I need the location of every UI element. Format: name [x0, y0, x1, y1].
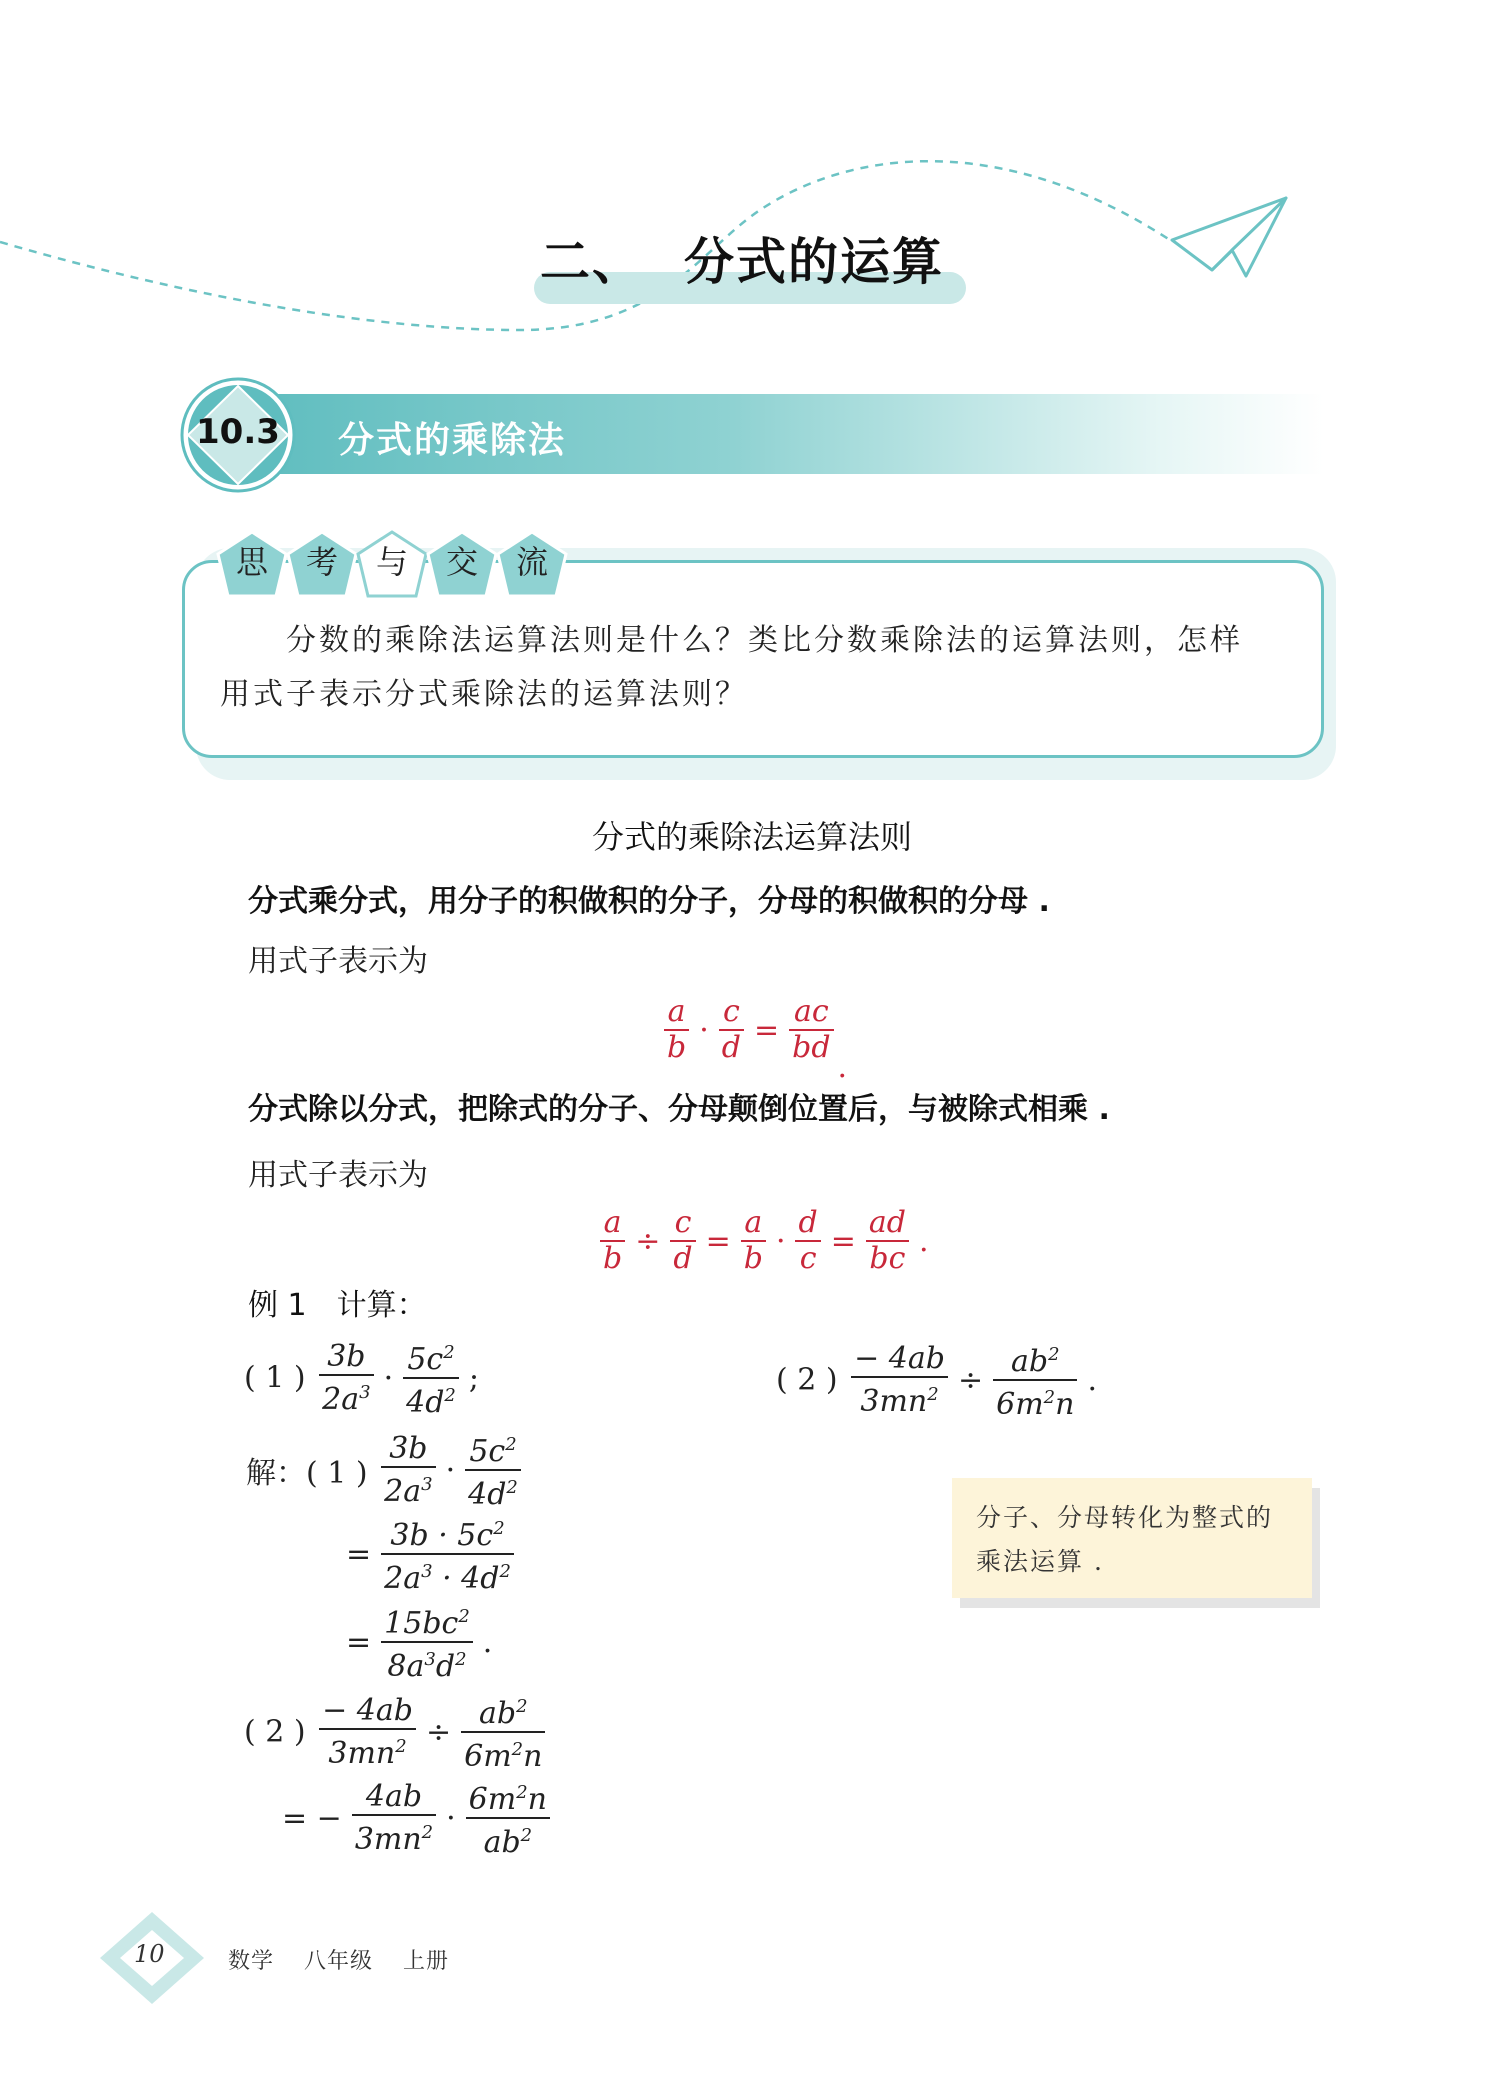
footer-book-info — [228, 1944, 471, 1975]
chapter-title: 二、 分式的运算 — [540, 233, 944, 291]
side-note-line-1: 分子、分母转化为整式的 — [976, 1503, 1274, 1532]
page-number: 10 — [134, 1940, 165, 1968]
footer-subject: 数学 — [228, 1949, 275, 1974]
think-tab-4: 交 — [445, 543, 478, 581]
part-1-label: ( 1 ) — [244, 1360, 306, 1396]
solution-1-line-2: = $\frac{3b \cdot 5c^2}{2a^3 \cdot 4d^2}$ — [340, 1512, 518, 1596]
solution-2-line-2: = − $\frac{4ab}{3mn^2}$ · $\frac{6m^2n}{ab^2}$ — [276, 1776, 554, 1860]
side-note-text — [976, 1496, 1306, 1584]
solution-1-line-1: 解：( 1 ) $\frac{3b}{2a^3}$ · $\frac{5c^2}{4d^2}$ — [246, 1428, 525, 1512]
expressed-as-1: 用式子表示为 — [248, 944, 428, 979]
footer-volume: 上册 — [403, 1949, 450, 1974]
think-question-line-1: 分数的乘除法运算法则是什么？类比分数乘除法的运算法则，怎样 — [286, 623, 1243, 658]
divide-rule: 分式除以分式，把除式的分子、分母颠倒位置后，与被除式相乘 . — [248, 1092, 1110, 1127]
divide-formula: $\frac{a}{b}$ ÷ $\frac{c}{d}$ = $\frac{a}{b}$ · $\frac{d}{c}$ = $\frac{ad}{bc}$ . — [596, 1206, 934, 1276]
example-part-1: ( 1 ) $\frac{3b}{2a^3}$ · $\frac{5c^2}{4d^2}$ ; — [244, 1336, 485, 1420]
solution-2-label: ( 2 ) — [244, 1714, 306, 1750]
solution-label: 解：( 1 ) — [246, 1456, 368, 1491]
rules-heading: 分式的乘除法运算法则 — [591, 818, 912, 856]
part-2-label: ( 2 ) — [776, 1362, 838, 1398]
paper-plane-icon — [1172, 198, 1286, 276]
solution-2-line-1: ( 2 ) $\frac{- 4ab}{3mn^2}$ ÷ $\frac{ab^2}{6m^2n}$ — [244, 1690, 549, 1774]
side-note-line-2: 乘法运算 . — [976, 1547, 1104, 1576]
section-number: 10.3 — [196, 412, 280, 452]
think-tab-5: 流 — [515, 543, 548, 581]
think-tab-2: 考 — [305, 543, 338, 581]
example-part-2: ( 2 ) $\frac{- 4ab}{3mn^2}$ ÷ $\frac{ab^2}{6m^2n}$ . — [776, 1338, 1103, 1422]
multiply-rule: 分式乘分式，用分子的积做积的分子，分母的积做积的分母 . — [248, 884, 1050, 919]
think-question-line-2: 用式子表示分式乘除法的运算法则？ — [220, 677, 748, 712]
decorative-flight-path — [0, 0, 1504, 360]
multiply-formula: $\frac{a}{b}$ · $\frac{c}{d}$ = $\frac{ac}{bd}$ . — [660, 995, 847, 1065]
solution-1-line-3: = $\frac{15bc^2}{8a^3d^2}$ . — [340, 1600, 498, 1684]
section-title: 分式的乘除法 — [338, 420, 567, 461]
think-tab-3: 与 — [375, 543, 408, 581]
footer-grade: 八年级 — [304, 1949, 374, 1974]
expressed-as-2: 用式子表示为 — [248, 1158, 428, 1193]
think-tab-1: 思 — [235, 543, 268, 581]
example-label: 例 1 计算： — [248, 1288, 427, 1323]
